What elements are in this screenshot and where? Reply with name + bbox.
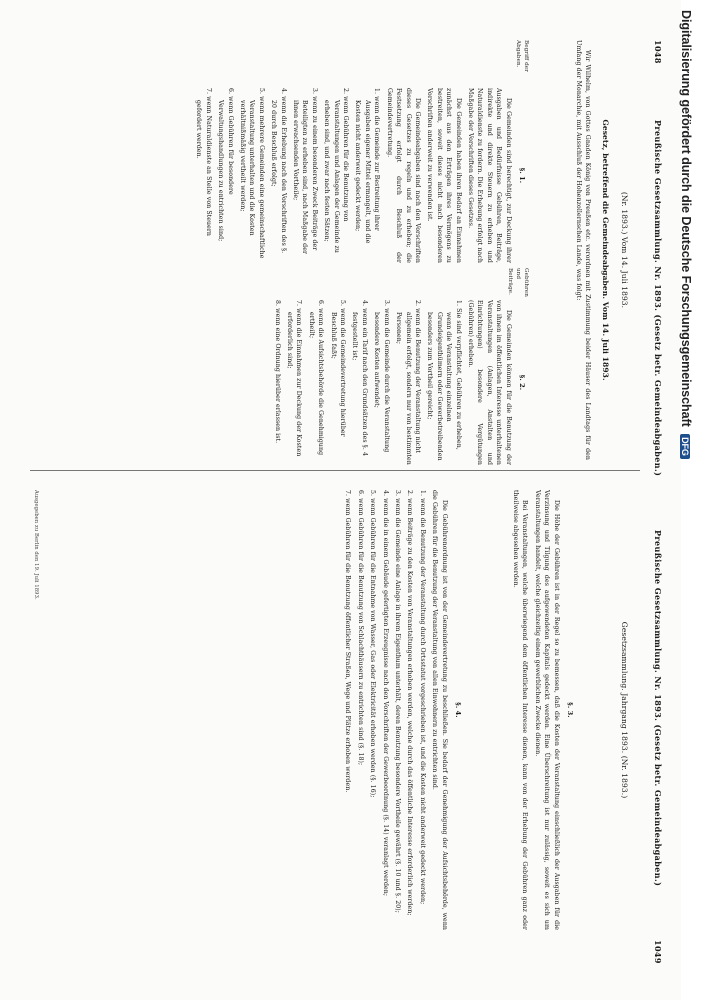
list-item: 6. wenn Gebühren für die Benutzung von Schlachthäusern zu entrichten sind (§. 18);: [356, 490, 364, 766]
left-running-title: Preußische Gesetzsammlung. Nr. 1893. (Gesetz betr. Gemeindeabgaben.): [653, 120, 663, 477]
right-top-note: Gesetzsammlung. Jahrgang 1893. (Nr. 1893.): [620, 621, 629, 799]
list-item: 5. wenn Gebühren für die Entnahme von Wasser, Gas oder Elektricität erhoben werden (§. 16);: [369, 490, 377, 798]
list-item: 1. wenn die Benutzung der Veranstaltung durch Ortsstatut vorgeschrieben ist, und die Kosten nicht anderweit gedeckt werden;: [418, 490, 426, 905]
section-b-items: [272, 300, 462, 465]
list-item: 3. wenn die Gemeinde durch die Veranstaltung besondere Kosten aufwendet;: [373, 300, 390, 453]
left-column-2: [32, 300, 532, 465]
dfg-funding-notice: [679, 10, 693, 459]
list-item: 7. wenn Gebühren für die Benutzung öffentlicher Straßen, Wege und Plätze erhoben werden.: [344, 490, 352, 793]
section-a-text-2: Die Gemeinden haben ihren Bedarf an Einnahmen zunächst aus den Erträgen ihres Vermögens zu bestreiten, soweit dieses nicht nach besonderen Vorschriften anderweit zu verwenden ist.: [426, 88, 462, 263]
list-item: 5. wenn mehrere Gemeinden eine gemeinschaftliche Veranstaltung unterhalten und die Kosten verhältnißmäßig vertheilt werden;: [239, 88, 265, 259]
section-c-text-2: Bei Veranstaltungen, welche überwiegend dem öffentlichen Interesse dienen, kann von der Erhebung der Gebühren ganz oder theilweise abgesehen werden.: [511, 490, 529, 930]
section-head-d: §. 4.: [454, 702, 462, 718]
left-title-block: [538, 40, 638, 460]
list-item: 6. wenn Gebühren für besondere Verwaltungshandlungen zu entrichten sind;: [217, 88, 234, 242]
list-item: 7. wenn Naturaldienste an Stelle von Steuern gefordert werden.: [195, 88, 212, 237]
list-item: 2. wenn Beiträge zu den Kosten von Veranstaltungen erhoben werden, welche durch das öffentliche Interesse erforderlich werden;: [406, 490, 414, 916]
list-item: 4. wenn die in einem Gebäude gefertigten Erzeugnisse nach den Vorschriften der Gewerbeordnung (§. 14) veranlagt werden;: [381, 490, 389, 897]
section-b-text: Die Gemeinden können für die Benutzung der von ihnen im öffentlichen Interesse unterhaltenen Veranstaltungen (Anlagen, Anstalten und Einrichtungen) besondere Vergütungen (Gebühren) erheben.: [466, 300, 512, 465]
section-d-text: Die Gebührenordnung ist von der Gemeindevertretung zu beschließen. Sie bedarf der Genehmigung der Aufsichtsbehörde, wenn die Gebühren für die Benutzung der Veranstaltung von allen Einwohnern zu entrichten sind.: [431, 490, 448, 930]
list-item: 8. wenn eine Ordnung hierüber erlassen ist.: [273, 300, 281, 444]
list-item: 2. wenn Gebühren für die Benutzung von Veranstaltungen und Anlagen der Gemeinde zu erheben sind, und zwar nach festen Sätzen;: [323, 88, 350, 253]
section-head-a: §. 1.: [518, 167, 526, 184]
decree-intro: Wir Wilhelm, von Gottes Gnaden König von Preußen etc. verordnen mit Zustimmung beider Häuser des Landtags für den Umfang der Monarchie, mit Ausschluß der Hohenzollernschen Lande, was folgt:: [574, 40, 591, 460]
list-item: 6. wenn die Aufsichtsbehörde die Genehmigung ertheilt;: [307, 300, 325, 456]
left-page-number: 1048: [653, 40, 663, 64]
list-item: 5. wenn die Gemeindevertretung hierüber Beschluß faßt;: [329, 300, 347, 437]
right-top-block: [578, 490, 638, 930]
left-column-1: [32, 88, 532, 263]
date-line: (Nr. 1893.) Vom 14. Juli 1893.: [620, 191, 629, 309]
list-item: 3. wenn die Gemeinde eine Anlage in ihrem Eigenthum unterhält, deren Benutzung besondere Vortheile gewährt (§. 10 und §. 20);: [393, 490, 401, 913]
section-d-items: [343, 490, 427, 930]
decree-title: Gesetz, betreffend die Gemeindeabgaben. Vom 14. Juli 1893.: [601, 119, 610, 381]
dfg-logo-badge: DFG: [680, 434, 690, 459]
list-item: 2. wenn die Benutzung der Veranstaltung nicht allgemein erfolgt, sondern nur von bestimmten Personen;: [395, 300, 421, 465]
right-section-c: [470, 490, 580, 930]
section-head-c: §. 3.: [566, 702, 574, 718]
section-a-items: [194, 88, 381, 263]
right-section-d: [38, 490, 468, 930]
page-gutter: [30, 470, 640, 471]
section-a-text: Die Gemeinden sind berechtigt, zur Deckung ihrer Ausgaben und Bedürfnisse Gebühren, Beiträge, indirekte und direkte Steuern zu erheben und Naturaldienste zu fordern. Die Erhebung erfolgt nach Maßgabe der Vorschriften dieses Gesetzes.: [466, 88, 512, 263]
list-item: 4. wenn ein Tarif nach den Grundsätzen des §. 4 festgestellt ist;: [351, 300, 368, 457]
section-a-text-3: Die Gemeindeabgaben sind nach den Vorschriften dieses Gesetzes zu regeln und zu erheben; die Festsetzung erfolgt durch Beschluß der Gemeindevertretung.: [385, 88, 421, 263]
right-footnote: Ausgegeben zu Berlin den 19. Juli 1893.: [33, 490, 39, 600]
list-item: 3. wenn zu einem besonderen Zweck Beiträge der Beteiligten zu erheben sind, nach Maßgabe der ihnen erwachsenden Vortheile;: [292, 88, 318, 255]
right-page-number: 1049: [653, 940, 663, 964]
dfg-funding-text: Digitalisierung gefördert durch die Deutsche Forschungsgemeinschaft: [679, 10, 693, 427]
margin-note-a: Begriff der Abgaben.: [515, 40, 529, 73]
list-item: 1. Sie sind verpflichtet, Gebühren zu erheben, wenn die Veranstaltung einzelnen Grundeigenthümern oder Gewerbetreibenden besonders zum Vortheil gereicht;: [426, 300, 462, 461]
margin-note-b: Gebühren und Beiträge.: [507, 268, 529, 297]
list-item: 7. wenn die Einnahmen zur Deckung der Kosten erforderlich sind;: [286, 300, 303, 457]
right-running-title: Preußische Gesetzsammlung. Nr. 1893. (Gesetz betr. Gemeindeabgaben.): [653, 530, 663, 887]
list-item: 4. wenn die Erhebung nach den Vorschriften des §. 20 durch Beschluß erfolgt;: [270, 88, 287, 254]
section-c-text: Die Höhe der Gebühren ist in der Regel so zu bemessen, daß die Kosten der Veranstaltung einschließlich der Ausgaben für die Verzinsung und Tilgung des aufgewendeten Kapitals gedeckt werden. Eine Überschreitung ist nur zulässig, soweit es sich um Veranstaltungen handelt, welche gleichzeitig einem gewerblichen Zwecke dienen.: [533, 490, 560, 930]
list-item: 1. wenn die Gemeinde zur Bestreitung ihrer Ausgaben eigener Mittel ermangelt, und die Kosten nicht anderweit gedeckt werden;: [354, 88, 381, 244]
section-head-b: §. 2.: [518, 374, 526, 391]
running-header: [642, 40, 662, 970]
